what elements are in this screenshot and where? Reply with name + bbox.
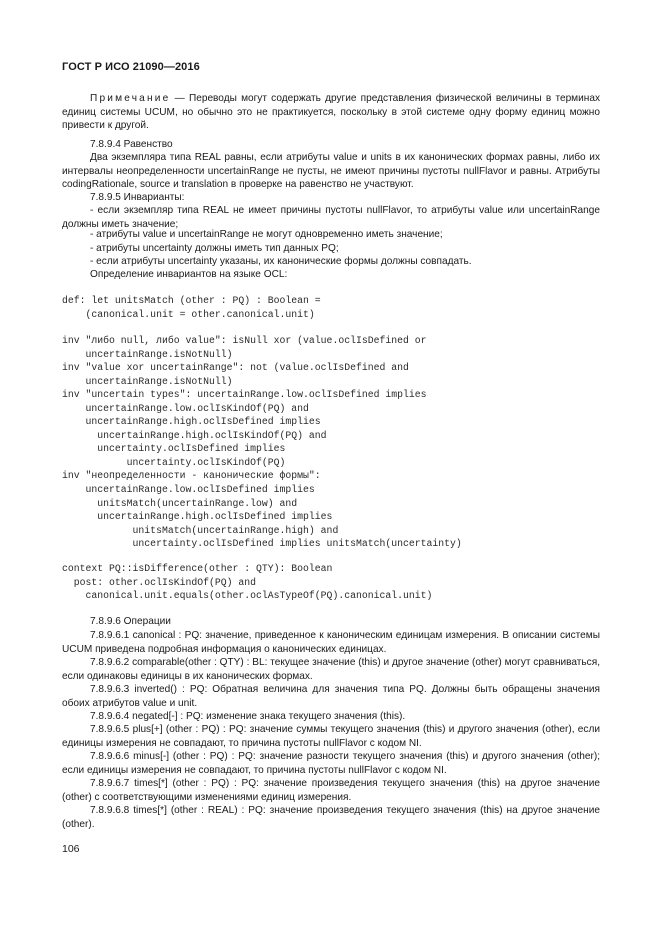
operation-item: 7.8.9.6.2 comparable(other : QTY) : BL: текущее значение (this) и другое значение (other) могут сравниваться, если одинаковы единицы в их канонических формах. — [62, 657, 600, 682]
operation-item: 7.8.9.6.4 negated[-] : PQ: изменение знака текущего значения (this). — [90, 711, 406, 722]
page-number: 106 — [62, 843, 80, 855]
ocl-code-block: def: let unitsMatch (other : PQ) : Boolean = (canonical.unit = other.canonical.unit) — [62, 295, 321, 320]
ocl-code-block: inv "либо null, либо value": isNull xor (value.oclIsDefined or uncertainRange.isNotNull) inv "value xor uncertainRange": not (value.oclIsDefined and uncertainRange.isNotNull) inv "uncertain types": uncertainRange.low.oclIsDefined implies uncertainRange.low.oclIsKindOf(PQ) and uncertainRange.high.oclIsDefined implies uncertainRange.high.oclIsKindOf(PQ) and uncertainty.oclIsDefined implies uncertainty.oclIsKindOf(PQ) inv "неопределенности - канонические формы": uncertainRange.low.oclIsDefined implies unitsMatch(uncertainRange.low) and uncertainRange.high.oclIsDefined implies unitsMatch(uncertainRange.high) and uncertainty.oclIsDefined implies unitsMatch(uncertainty) — [62, 335, 462, 550]
operation-item: 7.8.9.6.3 inverted() : PQ: Обратная величина для значения типа PQ. Должны быть обращены значения обоих атрибутов value и unit. — [62, 684, 600, 709]
invariant-item: - если экземпляр типа REAL не имеет причины пустоты nullFlavor, то атрибуты value или uncertainRange должны иметь значение; — [62, 205, 600, 230]
ocl-intro: Определение инвариантов на языке OCL: — [90, 269, 288, 280]
invariant-item: - атрибуты value и uncertainRange не могут одновременно иметь значение; — [90, 229, 443, 240]
operation-item: 7.8.9.6.7 times[*] (other : PQ) : PQ: значение произведения текущего значения (this) на другое значение (other) с соответствующими изменениями единиц измерения. — [62, 778, 600, 803]
operation-item: 7.8.9.6.8 times[*] (other : REAL) : PQ: значение произведения текущего значения (this) на другое значение (other). — [62, 805, 600, 830]
note-text: — Переводы могут содержать другие представления физической величины в терминах единиц системы UCUM, но обычно это не практикуется, поскольку в этой системе одну форму единиц можно привести к другой. — [62, 93, 600, 132]
operations-heading: 7.8.9.6 Операции — [90, 616, 171, 627]
note-label: Примечание — [90, 93, 171, 104]
ocl-code-block: context PQ::isDifference(other : QTY): Boolean post: other.oclIsKindOf(PQ) and canonical.unit.equals(other.oclAsTypeOf(PQ).canonical.unit) — [62, 563, 433, 602]
note-paragraph — [62, 92, 600, 133]
standard-header: ГОСТ Р ИСО 21090—2016 — [62, 61, 200, 73]
operation-item: 7.8.9.6.1 canonical : PQ: значение, приведенное к каноническим единицам измерения. В описании системы UCUM приведена подробная информация о канонических единицах. — [62, 630, 600, 655]
invariant-item: - атрибуты uncertainty должны иметь тип данных PQ; — [90, 243, 339, 254]
equality-text: Два экземпляра типа REAL равны, если атрибуты value и units в их канонических формах равны, либо их интервалы неопределенности uncertainRange не пусты, не имеют причины пустоты nullFlavor и равны. Атрибуты codingRationale, source и translation в проверке на равенство не участвуют. — [62, 152, 600, 191]
equality-heading: 7.8.9.4 Равенство — [90, 139, 173, 150]
operation-item: 7.8.9.6.5 plus[+] (other : PQ) : PQ: значение суммы текущего значения (this) и другого значения (other), если единицы измерения не совпадают, то причина пустоты nullFlavor с кодом NI. — [62, 724, 600, 749]
invariant-item: - если атрибуты uncertainty указаны, их канонические формы должны совпадать. — [90, 256, 472, 267]
invariants-heading: 7.8.9.5 Инварианты: — [90, 192, 185, 203]
operation-item: 7.8.9.6.6 minus[-] (other : PQ) : PQ: значение разности текущего значения (this) и другого значения (other); если единицы измерения не совпадают, то причина пустоты nullFlavor с кодом NI. — [62, 751, 600, 776]
